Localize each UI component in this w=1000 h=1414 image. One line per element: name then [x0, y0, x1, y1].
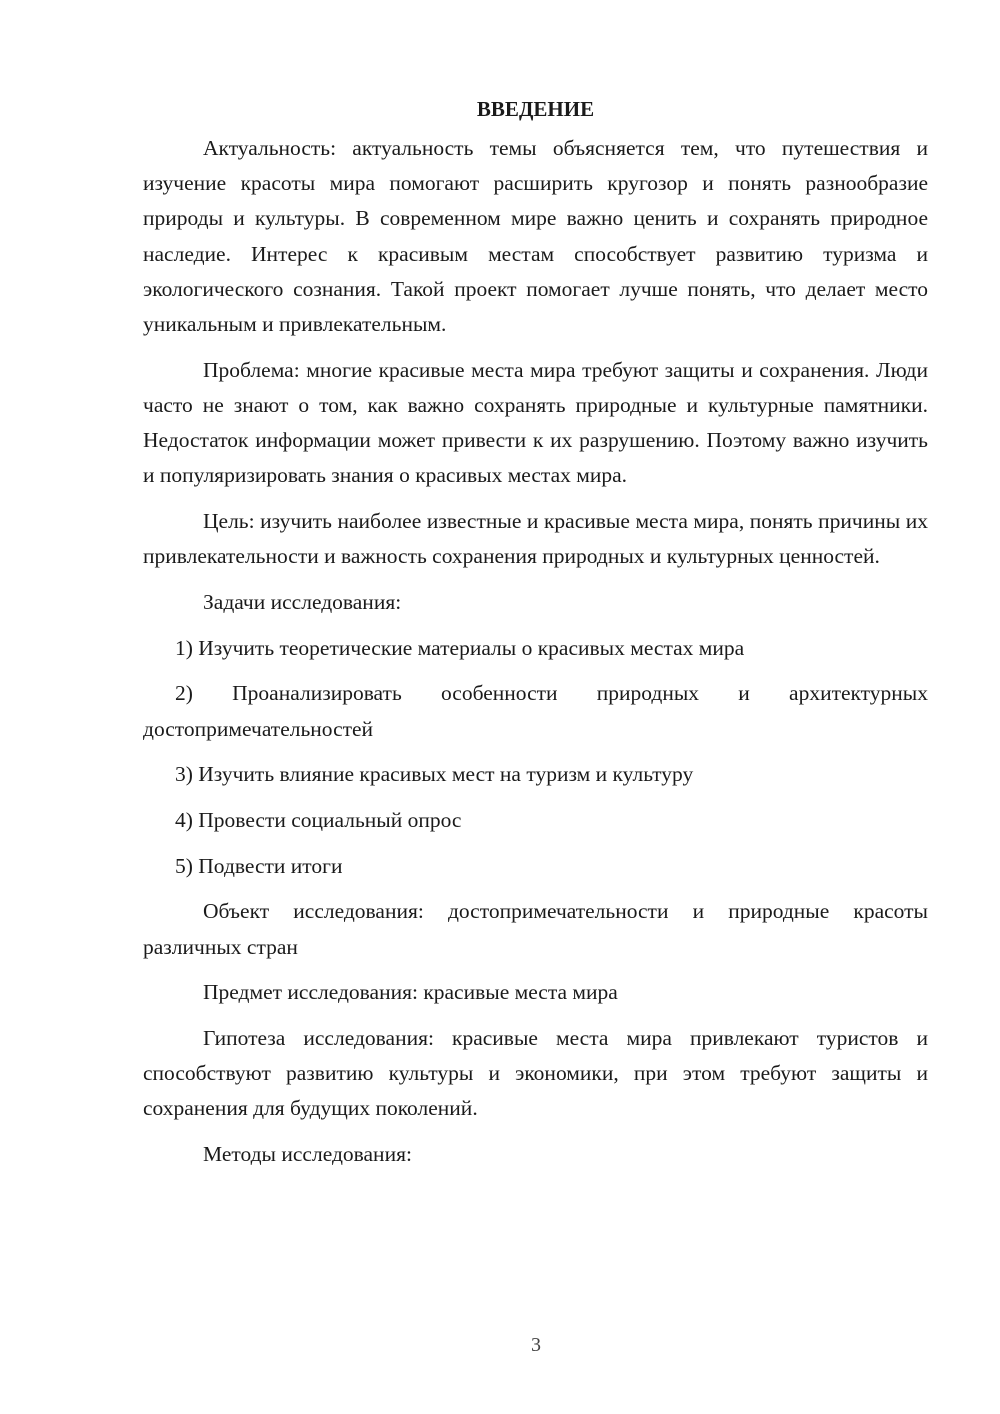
- task-item: 3) Изучить влияние красивых мест на туризм и культуру: [175, 762, 694, 787]
- task-item: 2) Проанализировать особенности природных и архитектурных достопримечательностей: [143, 681, 928, 741]
- task-item: 5) Подвести итоги: [175, 853, 343, 878]
- task-item: 4) Провести социальный опрос: [175, 807, 462, 832]
- section-heading: ВВЕДЕНИЕ: [476, 97, 595, 121]
- task-item: 1) Изучить теоретические материалы о красивых местах мира: [175, 635, 745, 660]
- problem-paragraph: Проблема: многие красивые места мира требуют защиты и сохранения. Люди часто не знают о том, как важно сохранять природные и культурные памятники. Недостаток информации может привести к их разрушению. Поэтому важно изучить и популяризировать знания о красивых местах мира.: [143, 357, 928, 488]
- page-number: 3: [531, 1334, 541, 1356]
- object-paragraph: Объект исследования: достопримечательности и природные красоты различных стран: [143, 899, 928, 959]
- subject-paragraph: Предмет исследования: красивые места мира: [203, 980, 618, 1005]
- goal-paragraph: Цель: изучить наиболее известные и красивые места мира, понять причины их привлекательности и важность сохранения природных и культурных ценностей.: [143, 509, 928, 569]
- methods-title: Методы исследования:: [203, 1142, 412, 1167]
- relevance-paragraph: Актуальность: актуальность темы объясняется тем, что путешествия и изучение красоты мира помогают расширить кругозор и понять разнообразие природы и культуры. В современном мире важно ценить и сохранять природное наследие. Интерес к красивым местам способствует развитию туризма и экологического сознания. Такой проект помогает лучше понять, что делает место уникальным и привлекательным.: [143, 136, 928, 337]
- tasks-title: Задачи исследования:: [203, 589, 402, 614]
- document-page: [143, 92, 928, 1183]
- hypothesis-paragraph: Гипотеза исследования: красивые места мира привлекают туристов и способствуют развитию культуры и экономики, при этом требуют защиты и сохранения для будущих поколений.: [143, 1025, 928, 1121]
